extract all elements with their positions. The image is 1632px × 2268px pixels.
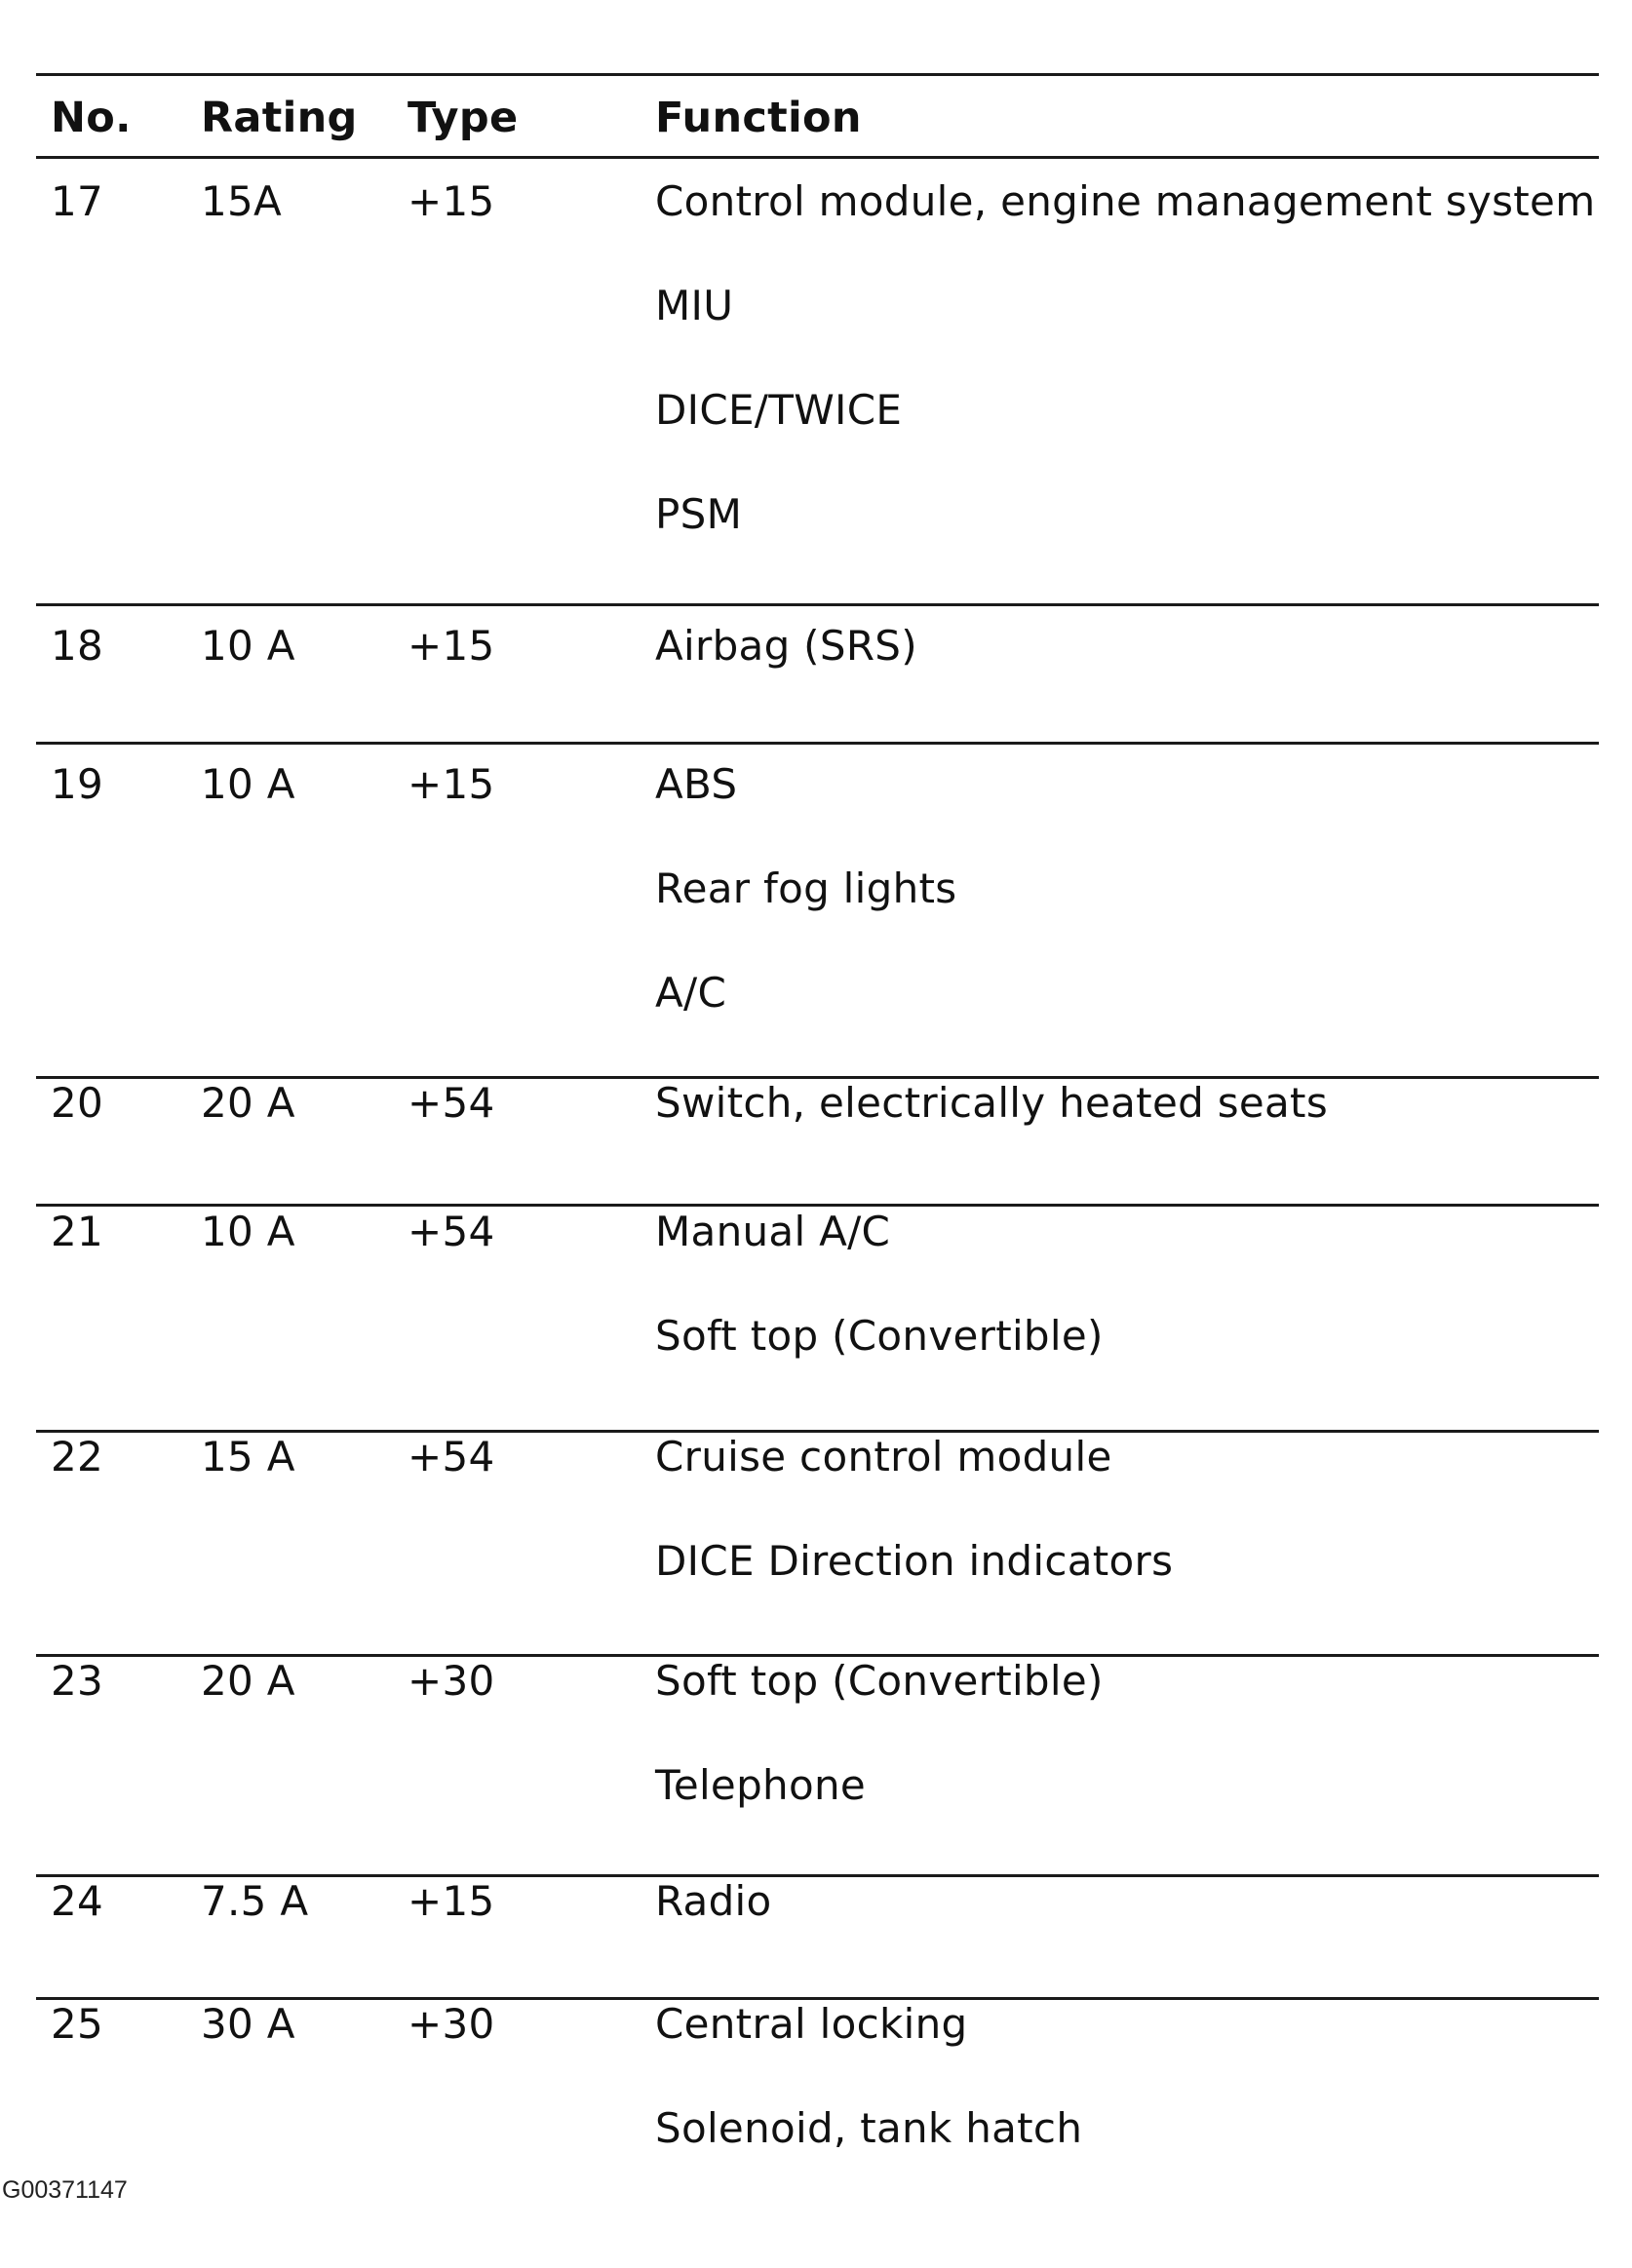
fuse-number: 22 [51, 1433, 104, 1480]
fuse-type: +15 [408, 622, 495, 670]
fuse-function: PSM [655, 490, 743, 538]
fuse-function: Airbag (SRS) [655, 622, 917, 670]
header-rule [36, 156, 1599, 159]
row-separator [36, 1204, 1599, 1207]
fuse-rating: 20 A [201, 1657, 295, 1705]
fuse-number: 24 [51, 1877, 104, 1925]
fuse-function: Manual A/C [655, 1208, 891, 1255]
fuse-number: 23 [51, 1657, 104, 1705]
fuse-type: +54 [408, 1079, 495, 1127]
table-top-rule [36, 73, 1599, 76]
fuse-number: 19 [51, 760, 104, 808]
fuse-function: Control module, engine management system [655, 177, 1596, 225]
fuse-type: +30 [408, 2000, 495, 2048]
fuse-type: +54 [408, 1433, 495, 1480]
fuse-rating: 15A [201, 177, 283, 225]
row-separator [36, 1997, 1599, 2000]
row-separator [36, 1654, 1599, 1657]
fuse-function: Rear fog lights [655, 865, 957, 912]
fuse-function: DICE Direction indicators [655, 1537, 1174, 1585]
fuse-number: 21 [51, 1208, 104, 1255]
fuse-rating: 15 A [201, 1433, 295, 1480]
fuse-number: 25 [51, 2000, 104, 2048]
row-separator [36, 1076, 1599, 1079]
fuse-type: +15 [408, 177, 495, 225]
row-separator [36, 1874, 1599, 1877]
fuse-function: ABS [655, 760, 738, 808]
fuse-number: 17 [51, 177, 104, 225]
fuse-rating: 10 A [201, 622, 295, 670]
fuse-function: Soft top (Convertible) [655, 1312, 1104, 1360]
row-separator [36, 742, 1599, 745]
fuse-rating: 10 A [201, 1208, 295, 1255]
fuse-function: DICE/TWICE [655, 386, 903, 434]
fuse-rating: 30 A [201, 2000, 295, 2048]
fuse-number: 20 [51, 1079, 104, 1127]
fuse-function: A/C [655, 969, 727, 1017]
fuse-type: +54 [408, 1208, 495, 1255]
figure-code: G00371147 [2, 2176, 128, 2204]
fuse-function: Telephone [655, 1761, 867, 1809]
header-rating: Rating [201, 94, 358, 142]
fuse-rating: 10 A [201, 760, 295, 808]
fuse-function: Switch, electrically heated seats [655, 1079, 1329, 1127]
fuse-function: Radio [655, 1877, 772, 1925]
fuse-function: Central locking [655, 2000, 968, 2048]
fuse-number: 18 [51, 622, 104, 670]
fuse-function: Soft top (Convertible) [655, 1657, 1104, 1705]
fuse-type: +15 [408, 1877, 495, 1925]
row-separator [36, 1430, 1599, 1433]
fuse-rating: 7.5 A [201, 1877, 309, 1925]
fuse-function: Solenoid, tank hatch [655, 2104, 1083, 2152]
fuse-function: MIU [655, 282, 734, 329]
header-type: Type [408, 94, 519, 142]
header-no: No. [51, 94, 132, 142]
fuse-type: +15 [408, 760, 495, 808]
fuse-type: +30 [408, 1657, 495, 1705]
fuse-rating: 20 A [201, 1079, 295, 1127]
row-separator [36, 603, 1599, 606]
header-function: Function [655, 94, 862, 142]
fuse-function: Cruise control module [655, 1433, 1112, 1480]
